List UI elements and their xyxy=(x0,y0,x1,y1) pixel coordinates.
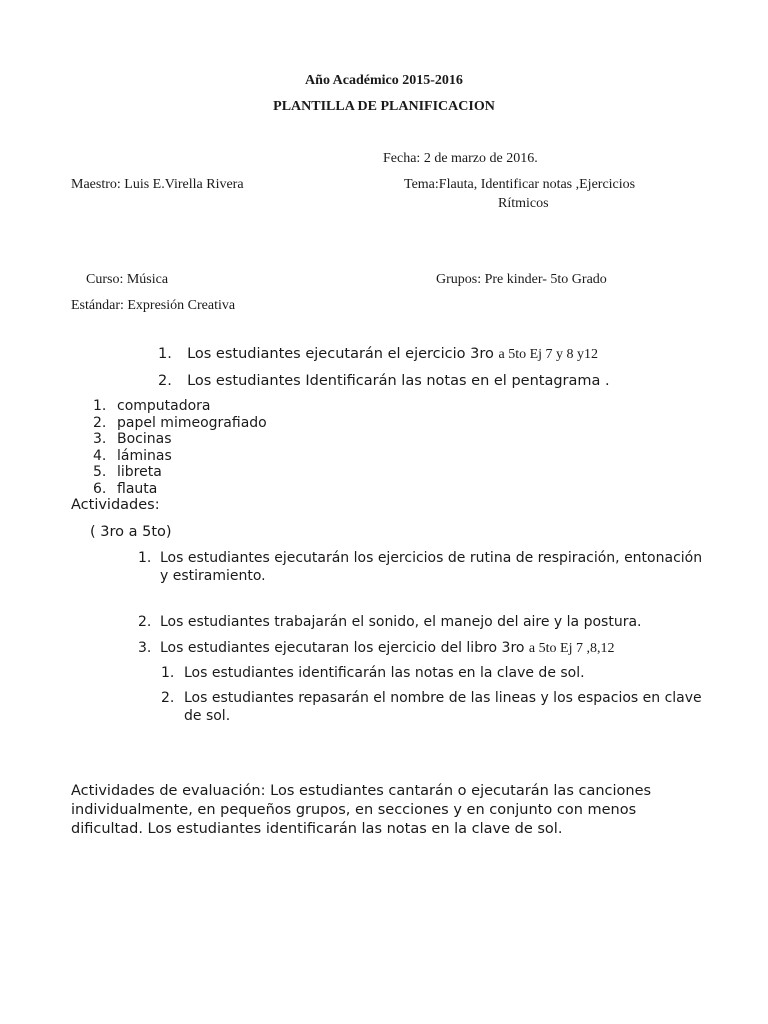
list-number: 2. xyxy=(161,690,175,706)
list-number: 5. xyxy=(93,464,107,480)
activities-heading: Actividades: xyxy=(71,497,160,513)
activity-text: Los estudiantes ejecutaran los ejercicio del libro 3ro xyxy=(160,640,529,656)
objective-text-serif: a 5to Ej 7 y 8 y12 xyxy=(498,347,599,362)
activity-subitem xyxy=(161,689,702,725)
evaluation-line: Actividades de evaluación: Los estudiantes cantarán o ejecutarán las canciones xyxy=(71,783,652,799)
activity-item xyxy=(138,614,641,630)
academic-year: Año Académico 2015-2016 xyxy=(305,73,463,88)
list-number: 2. xyxy=(93,414,107,431)
list-number: 1. xyxy=(138,550,152,566)
list-number: 4. xyxy=(93,447,107,464)
activity-item xyxy=(138,640,614,657)
subitem-text: Los estudiantes repasarán el nombre de las lineas y los espacios en clave xyxy=(184,690,702,706)
document-title: PLANTILLA DE PLANIFICACION xyxy=(273,99,495,114)
objective-item xyxy=(158,373,610,389)
activity-text-continued: y estiramiento. xyxy=(160,568,266,584)
list-text: láminas xyxy=(117,447,172,464)
list-item xyxy=(93,398,267,415)
evaluation-line: individualmente, en pequeños grupos, en secciones y en conjunto con menos xyxy=(71,802,637,818)
list-text: flauta xyxy=(117,480,158,497)
list-number: 3. xyxy=(138,640,152,656)
subitem-text: Los estudiantes identificarán las notas en la clave de sol. xyxy=(184,665,585,681)
evaluation-line: dificultad. Los estudiantes identificarán las notas en la clave de sol. xyxy=(71,821,563,837)
list-number: 2. xyxy=(138,614,152,630)
objective-text: Los estudiantes Identificarán las notas en el pentagrama . xyxy=(187,373,610,389)
activity-text: Los estudiantes trabajarán el sonido, el manejo del aire y la postura. xyxy=(160,614,642,630)
activity-text: Los estudiantes ejecutarán los ejercicios de rutina de respiración, entonación xyxy=(160,550,703,566)
list-text: papel mimeografiado xyxy=(117,414,267,431)
groups-field: Grupos: Pre kinder- 5to Grado xyxy=(436,272,607,287)
teacher-field: Maestro: Luis E.Virella Rivera xyxy=(71,177,244,192)
activities-group: ( 3ro a 5to) xyxy=(90,524,172,540)
list-number: 3. xyxy=(93,431,107,447)
list-item xyxy=(93,415,267,432)
subitem-text-continued: de sol. xyxy=(184,708,231,724)
list-item xyxy=(93,431,267,448)
materials-list xyxy=(93,398,267,497)
list-item xyxy=(93,448,267,465)
list-item xyxy=(93,464,267,481)
topic-field-line1: Tema:Flauta, Identificar notas ,Ejercicios xyxy=(404,177,636,192)
activity-item xyxy=(138,549,702,585)
topic-field-line2: Rítmicos xyxy=(498,196,549,211)
list-number: 6. xyxy=(93,480,107,497)
objective-text: Los estudiantes ejecutarán el ejercicio 3ro xyxy=(187,346,499,362)
objective-number: 2. xyxy=(158,373,172,389)
list-text: libreta xyxy=(117,464,162,480)
activity-subitem xyxy=(161,665,585,681)
activity-text-serif: a 5to Ej 7 ,8,12 xyxy=(528,641,615,656)
list-text: Bocinas xyxy=(117,431,172,447)
objective-item xyxy=(158,346,598,363)
objective-number: 1. xyxy=(158,346,172,362)
evaluation-paragraph xyxy=(71,782,651,839)
list-text: computadora xyxy=(117,398,211,414)
list-item xyxy=(93,481,267,498)
course-field: Curso: Música xyxy=(86,272,169,287)
list-number: 1. xyxy=(161,665,175,681)
standard-field: Estándar: Expresión Creativa xyxy=(71,298,236,313)
date-field: Fecha: 2 de marzo de 2016. xyxy=(383,151,538,166)
list-number: 1. xyxy=(93,398,107,414)
